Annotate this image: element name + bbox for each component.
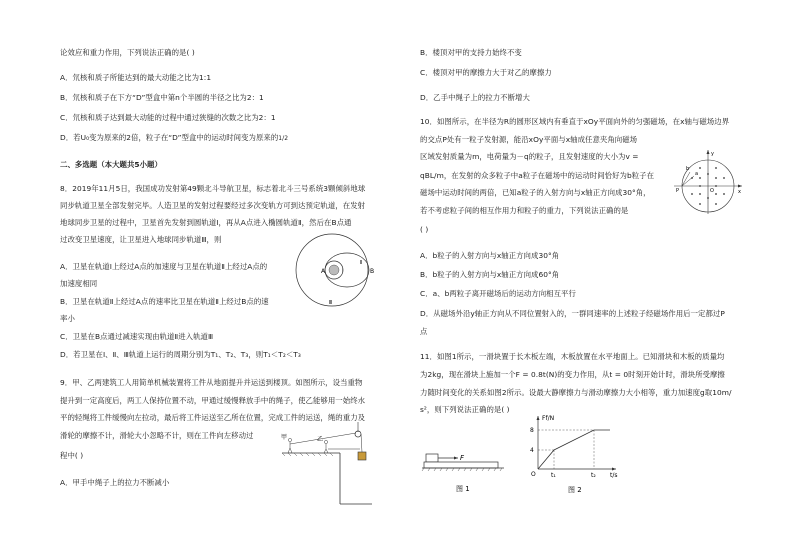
orbit-label-1: Ⅰ	[342, 268, 344, 274]
fig2-y-arrow-icon	[537, 416, 540, 420]
y-axis-arrow-icon	[707, 150, 710, 154]
q8-line-4: 过改变卫星速度，让卫星进入地球同步轨道Ⅲ，则	[60, 235, 222, 244]
q8-option-a-2: 加速度相同	[60, 279, 98, 288]
fig2-tick-t2: t₂	[591, 472, 596, 479]
q8-option-c: C．卫星在B点通过减速实现由轨道Ⅱ进入轨道Ⅲ	[60, 332, 214, 341]
q10-line-5: 磁场中运动时间的两倍，已知a粒子的入射方向与x轴正方向成30°角，	[420, 188, 651, 197]
q7-tail: 论效应和重力作用，下列说法正确的是( )	[60, 48, 195, 57]
q8-option-a-1: A．卫星在轨道Ⅰ上经过A点的加速度与卫星在轨道Ⅱ上经过A点的	[60, 262, 268, 271]
orbit-label-b: B	[370, 268, 375, 275]
orbit-label-3: Ⅲ	[329, 300, 333, 306]
q8-option-b-2: 率小	[60, 314, 75, 323]
fig2-curve	[538, 430, 610, 469]
q11-line-4: s²，则下列说法正确的是( )	[420, 405, 510, 414]
q10-option-d-1: D．从磁场外沿y轴正方向从不同位置射入的，一群同速率的上述粒子经磁场作用后一定都过P	[420, 309, 725, 318]
q9-option-a: A．甲手中绳子上的拉力不断减小	[60, 478, 170, 487]
q8-line-3: 地球同步卫星的过程中，卫星首先发射到圆轨道Ⅰ，再从A点进入椭圆轨道Ⅱ，然后在B点通	[60, 218, 352, 227]
rope-down	[361, 434, 362, 452]
q10-line-4: qBL/m，在发射的众多粒子中a粒子在磁场中的运动时间恰好为b粒子在	[420, 171, 655, 180]
worker-jia-icon	[288, 438, 292, 453]
force-arrow-icon	[454, 457, 458, 460]
q10-option-d-2: 点	[420, 327, 428, 336]
q7-option-c: C．氘核和质子达到最大动能的过程中通过狭缝的次数之比为2：1	[60, 113, 276, 122]
q7-option-d	[60, 133, 288, 144]
friction-time-figure	[524, 412, 624, 498]
magnetic-field-figure	[672, 148, 744, 216]
q9-line-3: 平的轻绳将工件缓慢向左拉动，最后将工件运送至乙所在位置，完成工件的运送，绳的重力及	[60, 413, 366, 422]
pulley-label-jia: 甲	[281, 434, 288, 441]
q10-line-1: 10．如图所示，在半径为R的圆形区域内有垂直于xOy平面向外的匀强磁场，在x轴与磁场边界	[420, 117, 730, 126]
q7-option-d-text: D．若U₀变为原来的2倍，粒子在“D”型盒中的运动时间变为原来的	[60, 133, 279, 142]
q7-option-a: A．氘核和质子所能达到的最大动能之比为1:1	[60, 73, 212, 82]
q8-line-2: 同步轨道卫星全部发射完毕。人造卫星的发射过程要经过多次变轨方可到达预定轨道，在发射	[60, 201, 366, 210]
worker-yi-icon	[324, 440, 328, 453]
q9-line-1: 9．甲、乙两建筑工人用简单机械装置将工件从地面提升并运送到楼顶。如图所示，设当重物	[60, 378, 363, 387]
q10-option-a: A．b粒子的入射方向与x轴正方向成30°角	[420, 251, 560, 260]
fig2-caption: 图 2	[568, 486, 582, 494]
fig1-force-label: F	[460, 454, 465, 462]
q10-line-2: 的交点P处有一粒子发射源，能沿xOy平面与x轴成任意夹角向磁场	[420, 135, 638, 144]
orbit-figure	[292, 232, 380, 308]
q9-option-b: B．楼顶对甲的支持力始终不变	[420, 48, 522, 57]
particle-a-direction	[682, 176, 694, 186]
q9-option-d: D．乙手中绳子上的拉力不断增大	[420, 93, 530, 102]
q10-line-6: 若不考虑粒子间的相互作用力和粒子的重力，下列说法正确的是	[420, 206, 629, 215]
q11-line-1: 11．如图1所示，一滑块置于长木板左端，木板放置在水平地面上。已知滑块和木板的质量均	[420, 352, 725, 361]
fig2-xlabel: t/s	[610, 472, 618, 479]
q8-option-d: D．若卫星在Ⅰ、Ⅱ、Ⅲ轨道上运行的周期分别为T₁、T₂、T₃，则T₁＜T₂＜T₃	[60, 350, 301, 359]
floor-hatch	[422, 468, 502, 471]
q9-line-4: 滑轮的摩擦不计，滑轮大小忽略不计，则在工件向左移动过	[60, 431, 254, 440]
fig2-x-arrow-icon	[612, 468, 616, 471]
field-label-o: O	[710, 188, 714, 194]
q8-line-1: 8．2019年11月5日，我国成功发射第49颗北斗导航卫星，标志着北斗三号系统3颗倾斜地球	[60, 184, 366, 193]
block-board-figure	[420, 426, 510, 496]
pulley-figure	[278, 418, 374, 508]
q7-option-b: B．氘核和质子在下方“D”型盒中第n个半圆的半径之比为2：1	[60, 93, 264, 102]
q7-option-d-fraction: 1/2	[278, 135, 289, 142]
slider-block	[426, 454, 438, 462]
q11-line-3: 力随时间变化的关系如图2所示。设最大静摩擦力与滑动摩擦力大小相等，重力加速度g取10m/	[420, 388, 732, 397]
fig2-ylabel: Ff/N	[542, 415, 555, 422]
section-title: 二、多选题（本大题共5小题）	[60, 160, 162, 169]
orbit-label-a: A	[321, 268, 326, 275]
q10-line-3: 区域发射质量为m，电荷量为－q的粒子，且发射速度的大小为v =	[420, 152, 639, 161]
fig2-tick-8: 8	[530, 427, 534, 434]
field-label-a: a	[695, 171, 699, 177]
pulley-label-yi: 乙	[317, 436, 324, 443]
earth-icon	[329, 265, 339, 275]
q9-line-5: 程中( )	[60, 451, 84, 460]
q10-line-7: ( )	[420, 225, 429, 234]
q10-option-c: C．a、b两粒子离开磁场后的运动方向相互平行	[420, 289, 576, 298]
q9-option-c: C．楼顶对甲的摩擦力大于对乙的摩擦力	[420, 68, 552, 77]
field-label-y: y	[711, 151, 714, 157]
fig2-origin: O	[531, 471, 536, 478]
fig1-caption: 图 1	[456, 485, 470, 493]
field-label-p: P	[676, 188, 680, 194]
roof-hatch	[282, 453, 333, 456]
long-board	[424, 462, 498, 468]
field-label-x: x	[738, 189, 741, 195]
fig2-tick-4: 4	[530, 447, 534, 454]
fig2-tick-t1: t₁	[551, 472, 556, 479]
q9-line-2: 提升到一定高度后，两工人保持位置不动，甲通过缓慢释放手中的绳子，使乙能够用一始终水	[60, 396, 366, 405]
q8-option-b-1: B．卫星在轨道Ⅱ上经过A点的速率比卫星在轨道Ⅱ上经过B点的速	[60, 297, 269, 306]
q11-line-2: 为2kg，现在滑块上施加一个F = 0.8t(N)的变力作用，从t = 0时刻开始计时，滑块所受摩擦	[420, 370, 725, 379]
orbit-label-2: Ⅱ	[360, 260, 363, 266]
x-axis-arrow-icon	[738, 185, 742, 188]
workpiece-block	[358, 452, 366, 460]
field-label-b: b	[686, 166, 690, 172]
q10-option-b: B．b粒子的入射方向与x轴正方向成60°角	[420, 270, 560, 279]
